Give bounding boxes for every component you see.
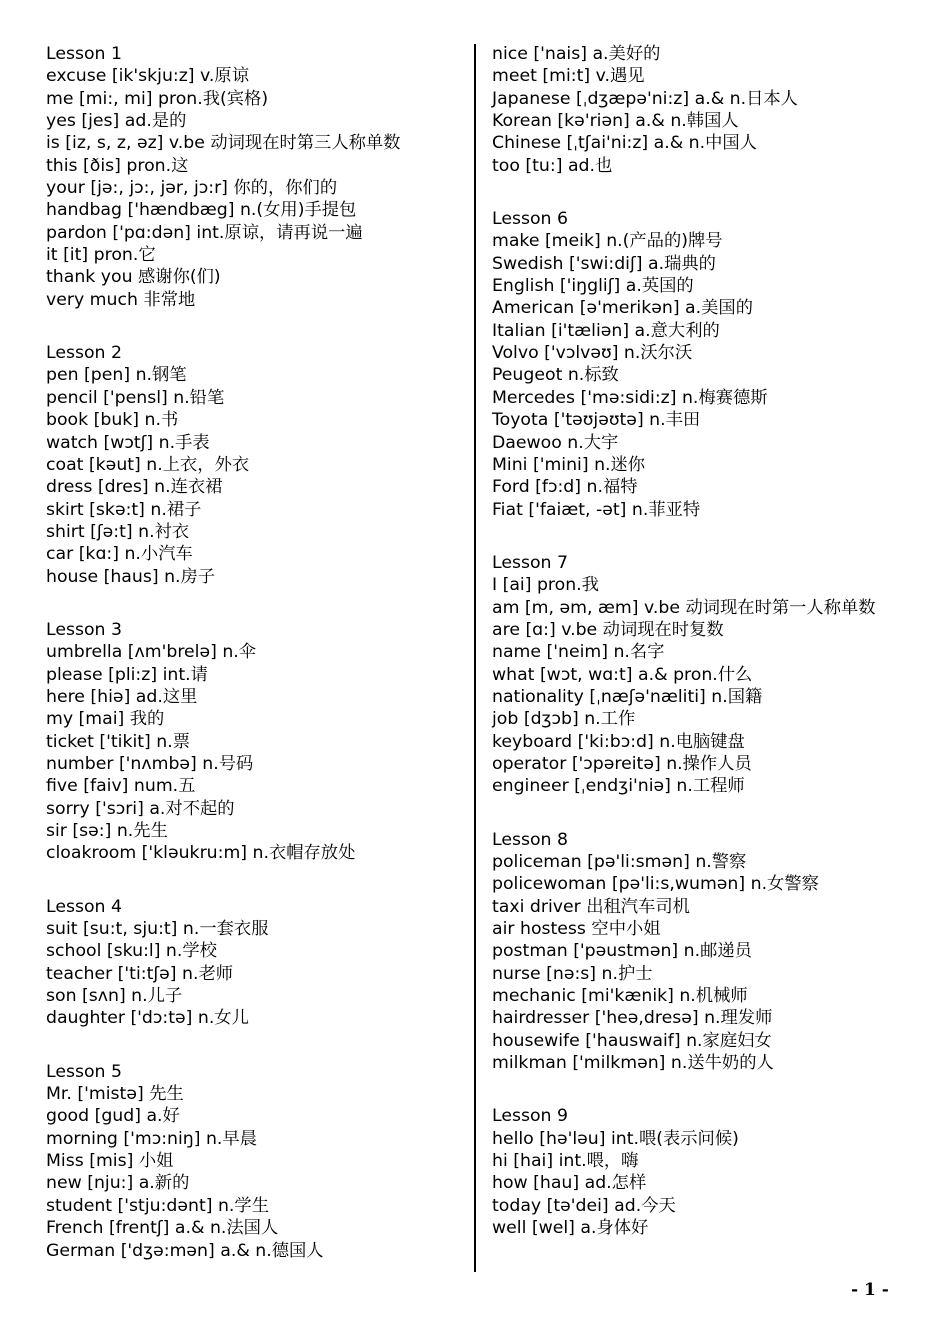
vocab-entry: keyboard ['ki:bɔ:d] n.电脑键盘: [492, 731, 745, 752]
vocab-entry: postman ['pəustmən] n.邮递员: [492, 941, 752, 962]
vocab-entry: Mercedes ['mə:sidi:z] n.梅赛德斯: [492, 387, 768, 408]
vocab-entry: Italian [i'tæliən] a.意大利的: [492, 320, 720, 341]
vocab-entry: morning ['mɔ:niŋ] n.早晨: [46, 1128, 257, 1149]
vocab-entry: Korean [kə'riən] a.& n.韩国人: [492, 111, 739, 132]
lesson-6: [492, 208, 912, 521]
lesson-5: [46, 1061, 466, 1262]
vocab-entry: five [faiv] num.五: [46, 776, 196, 797]
vocab-entry: job [dʒɔb] n.工作: [492, 709, 636, 730]
vocab-entry: hi [hai] int.喂，嗨: [492, 1151, 639, 1172]
vocab-entry: suit [su:t, sju:t] n.一套衣服: [46, 919, 269, 940]
vocab-entry: shirt [ʃə:t] n.衬衣: [46, 521, 190, 542]
vocab-entry: I [ai] pron.我: [492, 575, 599, 596]
vocab-entry: housewife ['hauswaif] n.家庭妇女: [492, 1030, 772, 1051]
vocab-entry: meet [mi:t] v.遇见: [492, 66, 645, 87]
vocab-entry: very much 非常地: [46, 289, 196, 310]
lesson-title: Lesson 4: [46, 896, 122, 917]
right-column: [492, 43, 912, 1240]
vocab-entry: thank you 感谢你(们): [46, 267, 221, 288]
vocab-entry: German ['dʒə:mən] a.& n.德国人: [46, 1240, 324, 1261]
vocab-entry: Mini ['mini] n.迷你: [492, 454, 646, 475]
vocab-entry: what [wɔt, wɑ:t] a.& pron.什么: [492, 664, 753, 685]
vocab-entry: Volvo ['vɔlvəʊ] n.沃尔沃: [492, 343, 693, 364]
lesson-3: [46, 619, 466, 865]
vocab-entry: Japanese [ˌdʒæpə'ni:z] a.& n.日本人: [492, 88, 798, 109]
vocab-entry: mechanic [mi'kænik] n.机械师: [492, 986, 748, 1007]
vocab-entry: yes [jes] ad.是的: [46, 111, 187, 132]
vocab-entry: nurse [nə:s] n.护士: [492, 963, 653, 984]
vocab-entry: good [gud] a.好: [46, 1106, 180, 1127]
lesson-9: [492, 1105, 912, 1239]
vocab-entry: umbrella [ʌm'brelə] n.伞: [46, 642, 257, 663]
vocab-entry: please [pli:z] int.请: [46, 664, 208, 685]
vocab-entry: Peugeot n.标致: [492, 365, 619, 386]
vocab-entry: milkman ['milkmən] n.送牛奶的人: [492, 1053, 774, 1074]
vocab-entry: student ['stju:dənt] n.学生: [46, 1195, 269, 1216]
lesson-4: [46, 896, 466, 1030]
vocab-entry: teacher ['ti:tʃə] n.老师: [46, 963, 234, 984]
vocab-entry: pencil ['pensl] n.铅笔: [46, 387, 225, 408]
vocab-entry: skirt [skə:t] n.裙子: [46, 499, 202, 520]
vocab-entry: watch [wɔtʃ] n.手表: [46, 432, 210, 453]
vocab-entry: policewoman [pə'li:s,wumən] n.女警察: [492, 874, 819, 895]
vocab-entry: school [sku:l] n.学校: [46, 941, 217, 962]
vocab-entry: Fiat ['faiæt, -ət] n.菲亚特: [492, 499, 701, 520]
vocab-entry: hello [hə'ləu] int.喂(表示问候): [492, 1128, 739, 1149]
vocab-entry: today [tə'dei] ad.今天: [492, 1195, 676, 1216]
lesson-title: Lesson 5: [46, 1061, 122, 1082]
vocab-entry: number ['nʌmbə] n.号码: [46, 753, 254, 774]
lesson-title: Lesson 3: [46, 619, 122, 640]
lesson-title: Lesson 1: [46, 44, 122, 64]
vocab-entry: Daewoo n.大宇: [492, 432, 619, 453]
vocab-entry: how [hau] ad.怎样: [492, 1173, 647, 1194]
vocab-entry: too [tu:] ad.也: [492, 155, 613, 176]
vocab-entry: engineer [ˌendʒi'niə] n.工程师: [492, 776, 745, 797]
vocab-entry: hairdresser ['heə,dresə] n.理发师: [492, 1008, 773, 1029]
vocab-entry: nice ['nais] a.美好的: [492, 44, 661, 64]
vocab-entry: daughter ['dɔ:tə] n.女儿: [46, 1008, 249, 1029]
lesson-7: [492, 552, 912, 798]
left-column: [46, 43, 466, 1262]
vocab-entry: well [wel] a.身体好: [492, 1218, 649, 1239]
vocab-entry: taxi driver 出租汽车司机: [492, 896, 690, 917]
vocab-entry: son [sʌn] n.儿子: [46, 986, 183, 1007]
lesson-1: [46, 43, 466, 311]
vocab-entry: policeman [pə'li:smən] n.警察: [492, 852, 747, 872]
vocab-entry: name ['neim] n.名字: [492, 642, 665, 663]
lesson-title: Lesson 8: [492, 829, 568, 850]
lesson-8: [492, 829, 912, 1075]
vocab-entry: air hostess 空中小姐: [492, 919, 661, 940]
vocab-entry: American [ə'merikən] a.美国的: [492, 298, 753, 319]
vocab-entry: am [m, əm, æm] v.be 动词现在时第一人称单数: [492, 597, 876, 618]
vocab-entry: cloakroom ['kləukru:m] n.衣帽存放处: [46, 843, 356, 864]
vocab-entry: nationality [ˌnæʃə'næliti] n.国籍: [492, 686, 763, 707]
vocab-entry: this [ðis] pron.这: [46, 155, 189, 176]
vocab-entry: Miss [mis] 小姐: [46, 1151, 174, 1172]
vocab-entry: house [haus] n.房子: [46, 566, 216, 587]
vocab-entry: car [kɑ:] n.小汽车: [46, 544, 193, 565]
lesson-title: Lesson 9: [492, 1106, 568, 1127]
vocab-entry: it [it] pron.它: [46, 245, 156, 266]
column-divider: [474, 44, 476, 1272]
vocab-entry: ticket ['tikit] n.票: [46, 731, 190, 752]
vocab-entry: coat [kəut] n.上衣，外衣: [46, 454, 250, 475]
vocab-entry: Ford [fɔ:d] n.福特: [492, 477, 638, 498]
vocab-entry: Chinese [ˌtʃai'ni:z] a.& n.中国人: [492, 133, 757, 154]
vocab-entry: pen [pen] n.钢笔: [46, 365, 187, 386]
page-number: - 1 -: [851, 1280, 889, 1300]
vocab-entry: Swedish ['swi:diʃ] a.瑞典的: [492, 253, 716, 274]
vocab-entry: operator ['ɔpəreitə] n.操作人员: [492, 753, 752, 774]
vocab-entry: sorry ['sɔri] a.对不起的: [46, 798, 235, 819]
lesson-title: Lesson 7: [492, 552, 568, 573]
vocab-entry: French [frentʃ] a.& n.法国人: [46, 1218, 279, 1239]
vocab-entry: dress [dres] n.连衣裙: [46, 477, 223, 498]
vocab-entry: are [ɑ:] v.be 动词现在时复数: [492, 619, 724, 640]
lesson-5-continued: [492, 43, 912, 177]
lesson-2: [46, 342, 466, 588]
vocab-entry: sir [sə:] n.先生: [46, 821, 168, 841]
vocab-entry: Mr. ['mistə] 先生: [46, 1084, 184, 1105]
vocab-entry: your [jə:, jɔ:, jər, jɔ:r] 你的，你们的: [46, 178, 338, 199]
vocab-entry: is [iz, s, z, əz] v.be 动词现在时第三人称单数: [46, 133, 401, 154]
lesson-title: Lesson 6: [492, 209, 568, 230]
lesson-title: Lesson 2: [46, 343, 122, 364]
vocab-entry: my [mai] 我的: [46, 709, 165, 730]
vocab-entry: here [hiə] ad.这里: [46, 686, 198, 707]
vocab-entry: English ['iŋgliʃ] a.英国的: [492, 276, 694, 297]
vocab-entry: Toyota ['təʊjəʊtə] n.丰田: [492, 410, 701, 431]
vocab-entry: make [meik] n.(产品的)牌号: [492, 231, 723, 252]
vocab-entry: pardon ['pɑ:dən] int.原谅，请再说一遍: [46, 222, 363, 243]
vocab-entry: new [nju:] a.新的: [46, 1173, 190, 1194]
vocab-entry: me [mi:, mi] pron.我(宾格): [46, 88, 269, 109]
vocab-entry: book [buk] n.书: [46, 410, 179, 431]
vocab-entry: handbag ['hændbæg] n.(女用)手提包: [46, 200, 357, 221]
vocab-entry: excuse [ik'skju:z] v.原谅: [46, 66, 249, 87]
